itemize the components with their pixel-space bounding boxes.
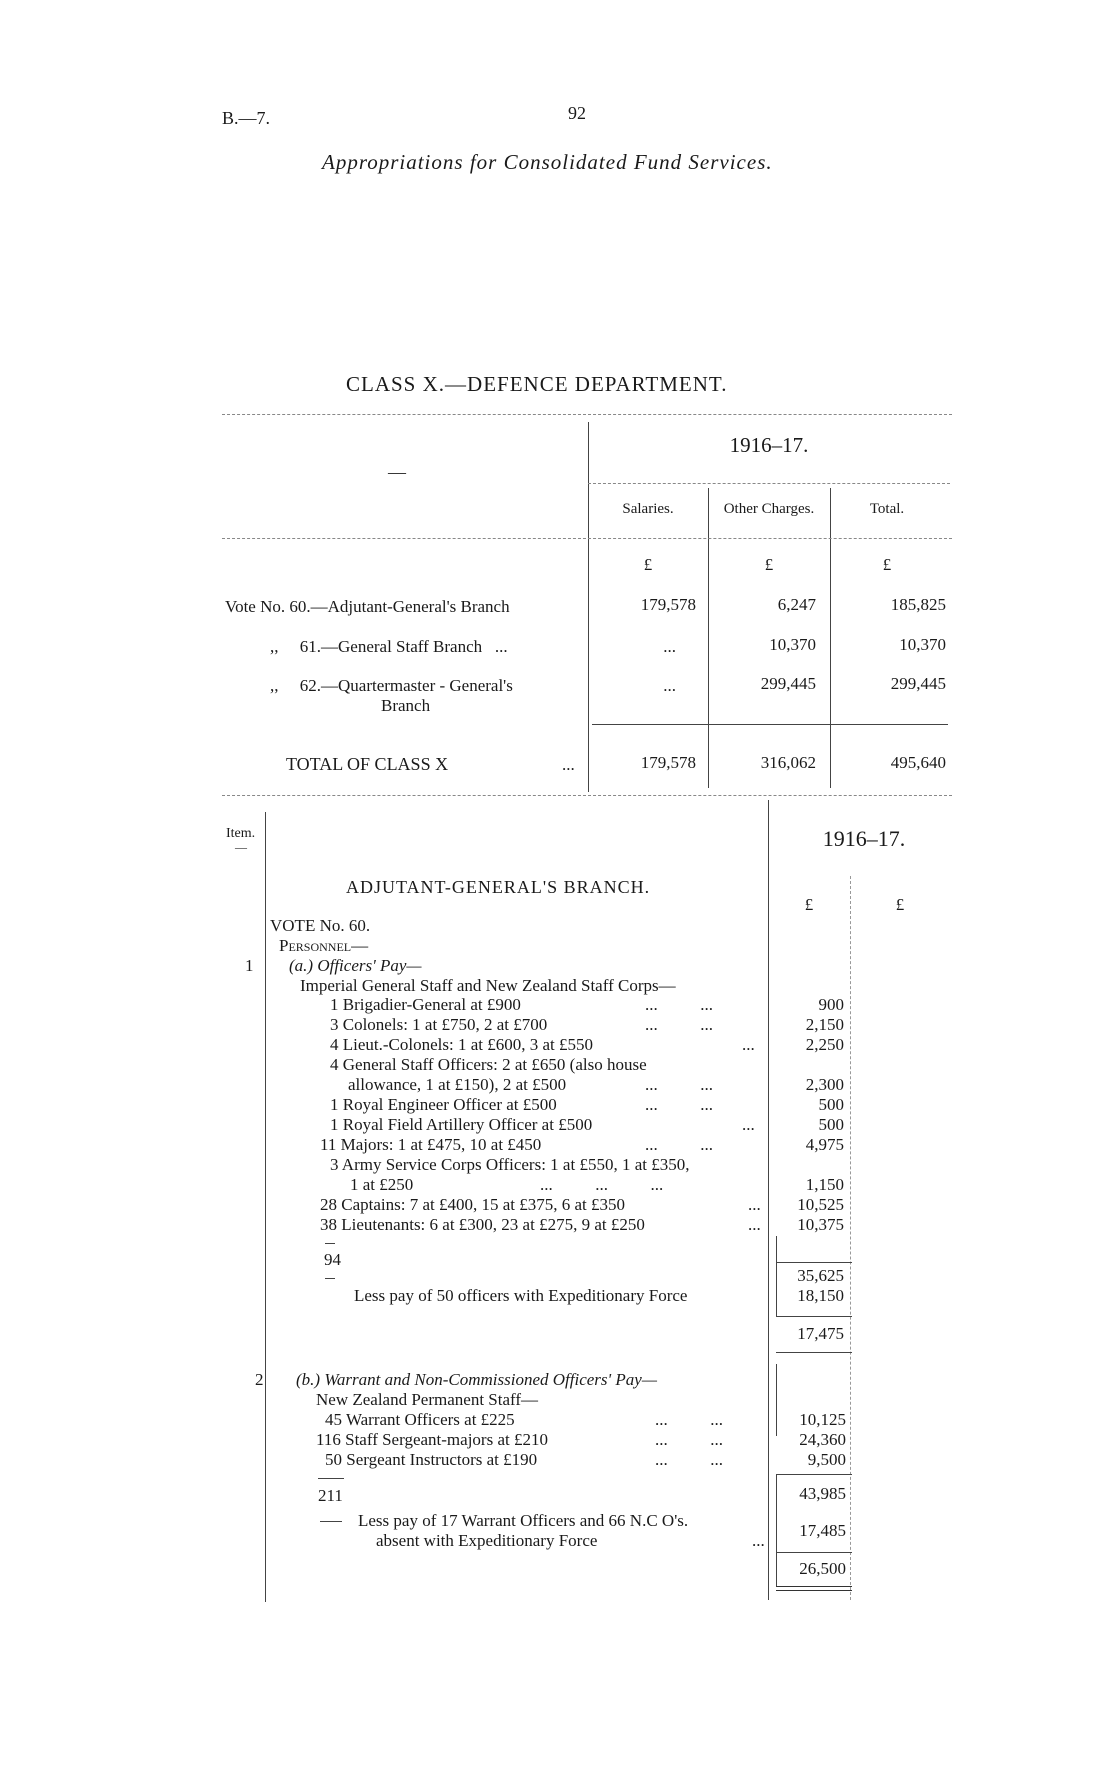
line-text: 38 Lieutenants: 6 at £300, 23 at £275, 9 at £250 xyxy=(320,1215,645,1234)
summary-header-rule xyxy=(222,538,952,539)
line-dots: ... ... xyxy=(645,1015,713,1034)
detail-currency-total: £ xyxy=(895,895,905,914)
line-text: 11 Majors: 1 at £475, 10 at £450 xyxy=(320,1135,542,1154)
summary-year-rule xyxy=(588,483,950,484)
page-reference: B.—7. xyxy=(222,108,271,128)
nco-count: 211 xyxy=(318,1486,343,1505)
line-dots: ... xyxy=(748,1215,761,1234)
line-dots: ... xyxy=(748,1195,761,1214)
less-text-cont: absent with Expeditionary Force xyxy=(376,1531,598,1550)
line-dots: ... ... xyxy=(645,1095,713,1114)
item-header: Item. xyxy=(226,826,256,841)
line-text: 45 Warrant Officers at £225 xyxy=(325,1410,515,1429)
subtotal-rule xyxy=(776,1474,852,1475)
currency-total: £ xyxy=(882,555,892,574)
line-amount: 2,150 xyxy=(805,1015,844,1034)
summary-row-label-cont: Branch xyxy=(381,696,431,715)
net-rule-top xyxy=(776,1316,852,1317)
line-dots: ... ... xyxy=(645,1135,713,1154)
item-subheading: New Zealand Permanent Staff— xyxy=(316,1390,539,1409)
net-rule-bottom xyxy=(776,1352,852,1353)
line-amount: 2,300 xyxy=(805,1075,844,1094)
count-rule xyxy=(318,1478,344,1479)
item-column-divider xyxy=(265,812,266,1602)
line-amount: 500 xyxy=(818,1095,844,1114)
item-heading: (a.) Officers' Pay— xyxy=(289,956,422,975)
line-amount: 9,500 xyxy=(807,1450,846,1469)
summary-total-label: TOTAL OF CLASS X xyxy=(286,754,449,774)
detail-year: 1916–17. xyxy=(822,826,906,851)
summary-total-dots: ... xyxy=(562,755,575,774)
summary-blank-header: — xyxy=(388,462,406,482)
line-dots: ... ... xyxy=(645,995,713,1014)
line-amount: 500 xyxy=(818,1115,844,1134)
line-amount: 10,125 xyxy=(799,1410,846,1429)
line-amount: 2,250 xyxy=(805,1035,844,1054)
subtotal-rule xyxy=(776,1262,852,1263)
line-text: 1 Brigadier-General at £900 xyxy=(330,995,521,1014)
line-text: 1 Royal Engineer Officer at £500 xyxy=(330,1095,557,1114)
line-dots: ... xyxy=(742,1115,755,1134)
col-total: Total. xyxy=(869,501,905,517)
count-rule xyxy=(325,1278,335,1279)
less-dots: ... xyxy=(752,1531,765,1550)
subtotal-amount: 35,625 xyxy=(797,1266,844,1285)
summary-row-total: 10,370 xyxy=(899,635,946,654)
line-dots: ... xyxy=(742,1035,755,1054)
summary-row-salaries: ... xyxy=(663,676,676,695)
summary-bottom-rule xyxy=(222,795,952,796)
net-amount: 17,475 xyxy=(797,1324,844,1343)
line-text: allowance, 1 at £150), 2 at £500 xyxy=(348,1075,567,1094)
summary-row-label: Vote No. 60.—Adjutant-General's Branch xyxy=(225,597,510,616)
summary-total-salaries: 179,578 xyxy=(640,753,696,772)
line-text: 1 Royal Field Artillery Officer at £500 xyxy=(330,1115,593,1134)
summary-divider xyxy=(588,422,589,792)
col-salaries: Salaries. xyxy=(622,501,674,517)
line-amount: 24,360 xyxy=(799,1430,846,1449)
summary-year: 1916–17. xyxy=(729,433,809,457)
line-dots: ... ... xyxy=(645,1075,713,1094)
line-text: 50 Sergeant Instructors at £190 xyxy=(325,1450,538,1469)
line-dots: ... ... xyxy=(655,1450,723,1469)
line-amount: 900 xyxy=(818,995,844,1014)
subtotal-amount: 43,985 xyxy=(799,1484,846,1503)
class-title: CLASS X.—DEFENCE DEPARTMENT. xyxy=(346,372,728,396)
line-text: 1 at £250 xyxy=(350,1175,414,1194)
personnel-heading: Personnel— xyxy=(279,936,369,955)
summary-row-salaries: ... xyxy=(663,637,676,656)
summary-row-other: 10,370 xyxy=(769,635,816,654)
item-subheading: Imperial General Staff and New Zealand Staff Corps— xyxy=(300,976,676,995)
summary-row-salaries: 179,578 xyxy=(640,595,696,614)
line-text: 4 Lieut.-Colonels: 1 at £600, 3 at £550 xyxy=(330,1035,593,1054)
count-rule xyxy=(325,1243,335,1244)
line-text: 3 Army Service Corps Officers: 1 at £550, 1 at £350, xyxy=(330,1155,690,1174)
less-text: Less pay of 17 Warrant Officers and 66 N.C O's. xyxy=(358,1511,689,1530)
page-number: 92 xyxy=(568,103,586,123)
summary-row-total: 185,825 xyxy=(890,595,946,614)
less-amount: 18,150 xyxy=(797,1286,844,1305)
detail-currency-items: £ xyxy=(804,895,814,914)
branch-title: ADJUTANT-GENERAL'S BRANCH. xyxy=(346,877,651,897)
running-title: Appropriations for Consolidated Fund Services. xyxy=(322,150,773,174)
item-heading: (b.) Warrant and Non-Commissioned Officers' Pay— xyxy=(296,1370,657,1389)
summary-total-total: 495,640 xyxy=(890,753,946,772)
item-number: 2 xyxy=(255,1370,264,1389)
line-amount: 4,975 xyxy=(805,1135,844,1154)
less-text: Less pay of 50 officers with Expeditionary Force xyxy=(354,1286,688,1305)
currency-salaries: £ xyxy=(643,555,653,574)
line-dots: ... ... ... xyxy=(540,1175,664,1194)
item-number: 1 xyxy=(245,956,254,975)
summary-row-total: 299,445 xyxy=(890,674,946,693)
line-amount: 1,150 xyxy=(805,1175,844,1194)
summary-top-rule xyxy=(222,414,952,415)
line-text: 116 Staff Sergeant-majors at £210 xyxy=(316,1430,548,1449)
col-other-charges: Other Charges. xyxy=(723,501,815,517)
summary-row-other: 299,445 xyxy=(760,674,816,693)
currency-other: £ xyxy=(764,555,774,574)
summary-col-divider-1 xyxy=(708,488,709,788)
net-rule-bottom xyxy=(776,1586,852,1591)
summary-total-other: 316,062 xyxy=(760,753,816,772)
less-amount: 17,485 xyxy=(799,1521,846,1540)
line-text: 28 Captains: 7 at £400, 15 at £375, 6 at £350 xyxy=(320,1195,626,1214)
summary-col-divider-2 xyxy=(830,488,831,788)
vote-number: VOTE No. 60. xyxy=(270,916,371,935)
summary-row-label: ,, 61.—General Staff Branch ... xyxy=(270,637,508,656)
summary-row-other: 6,247 xyxy=(777,595,816,614)
total-column-divider xyxy=(850,876,851,1600)
summary-total-rule xyxy=(592,724,948,725)
net-amount: 26,500 xyxy=(799,1559,846,1578)
count-rule xyxy=(320,1521,342,1522)
net-rule-top xyxy=(776,1552,852,1553)
item-header-dash: — xyxy=(235,840,247,854)
officer-count: 94 xyxy=(324,1250,341,1269)
line-dots: ... ... xyxy=(655,1410,723,1429)
line-amount: 10,525 xyxy=(797,1195,844,1214)
line-text: 3 Colonels: 1 at £750, 2 at £700 xyxy=(330,1015,548,1034)
summary-row-label: ,, 62.—Quartermaster - General's xyxy=(270,676,513,695)
line-dots: ... ... xyxy=(655,1430,723,1449)
line-amount: 10,375 xyxy=(797,1215,844,1234)
line-text: 4 General Staff Officers: 2 at £650 (also house xyxy=(330,1055,647,1074)
